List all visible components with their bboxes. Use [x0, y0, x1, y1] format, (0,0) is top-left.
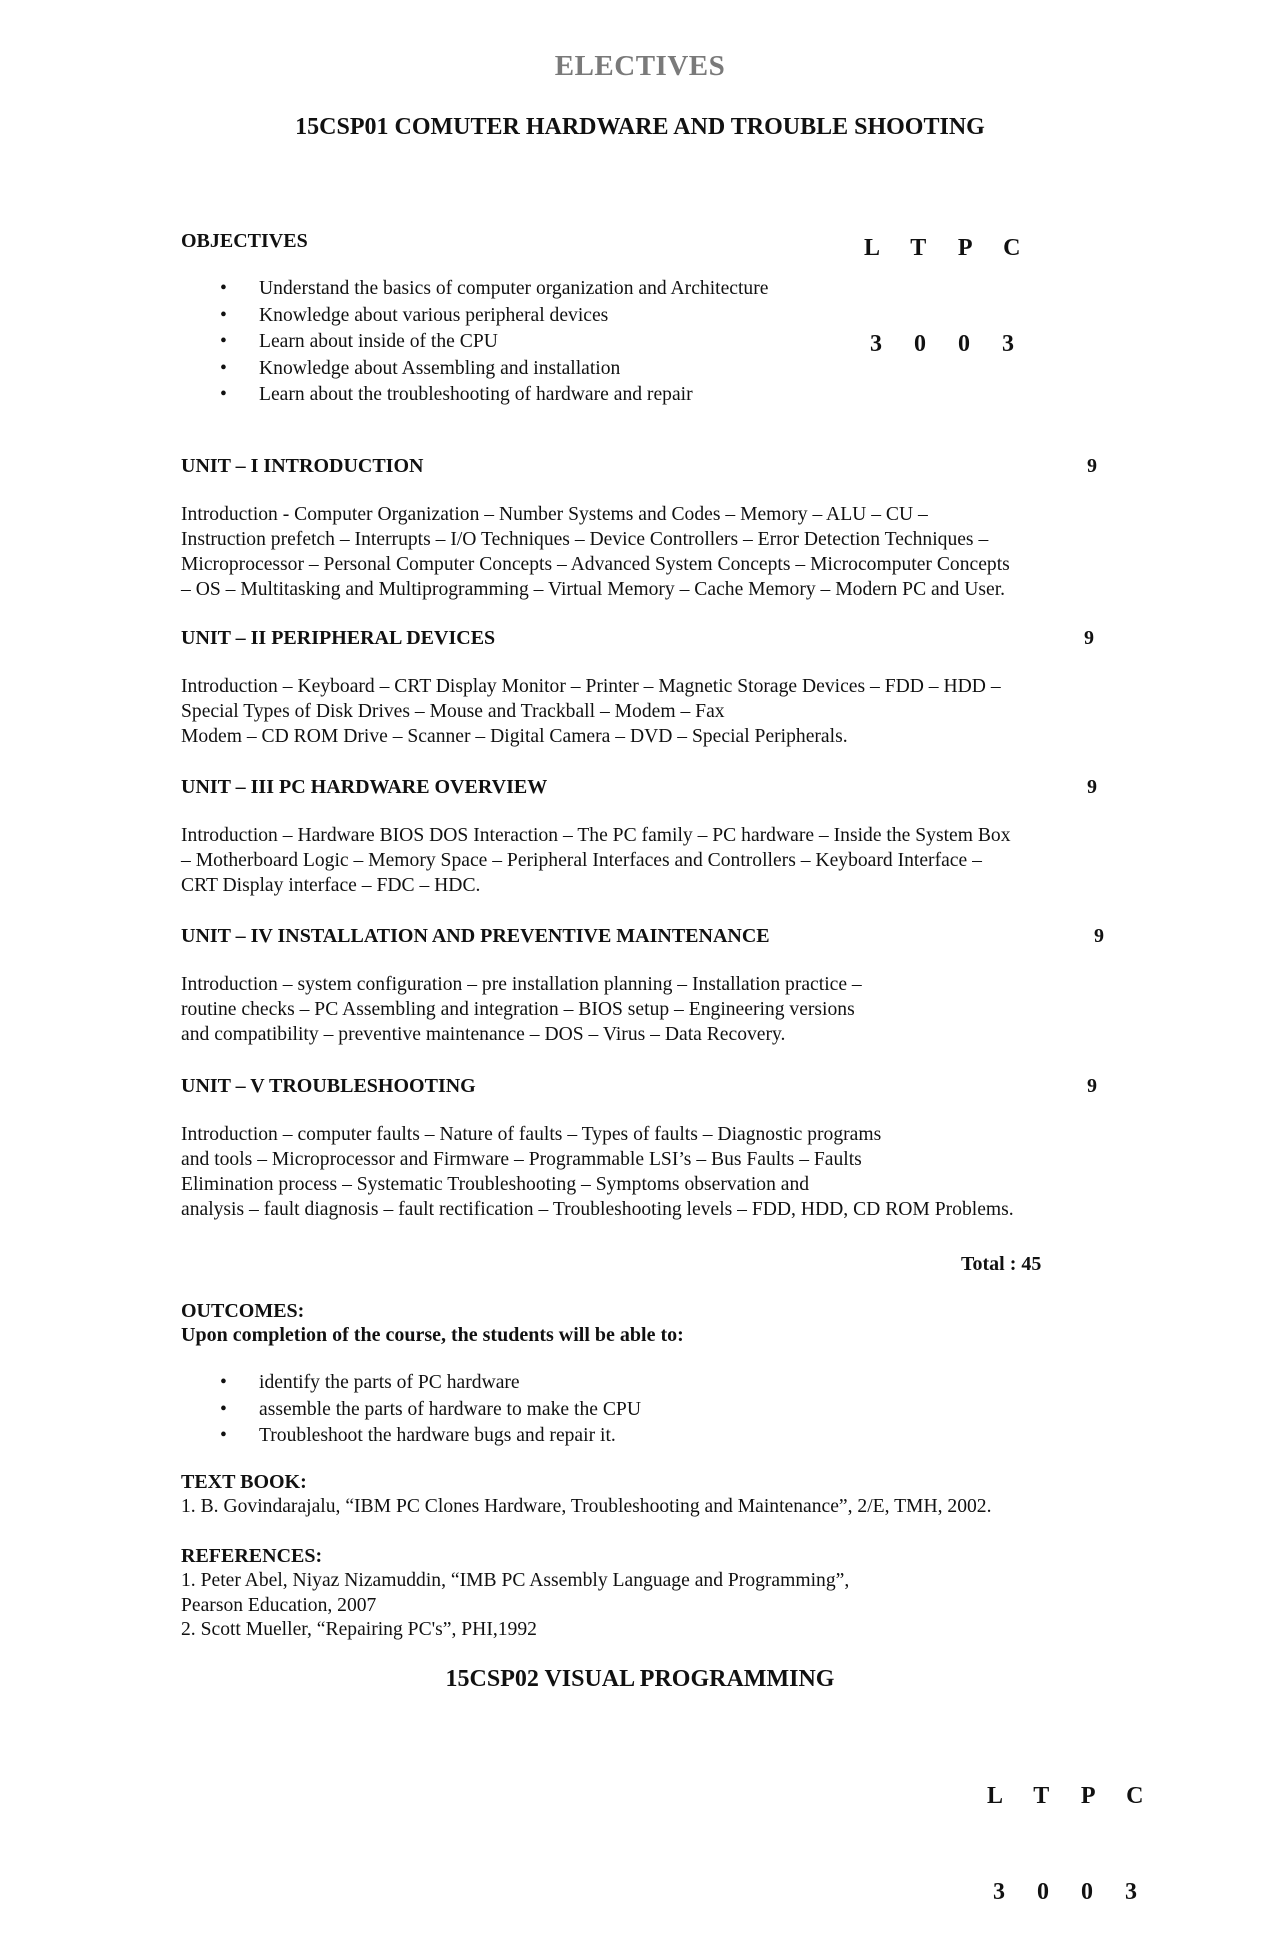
- unit-2-content: Introduction – Keyboard – CRT Display Monitor – Printer – Magnetic Storage Devices – FDD – HDD – Special Types of Disk Drives – Mouse and Trackball – Modem – Fax Modem – CD ROM Drive – Scanner – Digital Camera – DVD – Special Peripherals.: [181, 676, 1001, 747]
- bullet-icon: •: [220, 1372, 227, 1393]
- ltpc-values: 3 0 0 3: [870, 331, 1027, 357]
- unit-3-title: UNIT – III PC HARDWARE OVERVIEW: [181, 776, 548, 798]
- bullet-icon: •: [220, 384, 227, 405]
- unit-5-hours: 9: [1087, 1075, 1097, 1097]
- bullet-icon: •: [220, 1425, 227, 1446]
- unit-4-title: UNIT – IV INSTALLATION AND PREVENTIVE MAINTENANCE: [181, 925, 770, 947]
- page-heading: ELECTIVES: [554, 50, 726, 82]
- list-item: • Troubleshoot the hardware bugs and repair it.: [220, 1423, 641, 1450]
- objectives-list: [220, 276, 768, 409]
- ltpc-header: L T P C: [987, 1783, 1157, 1809]
- unit-1-content: Introduction - Computer Organization – Number Systems and Codes – Memory – ALU – CU – Instruction prefetch – Interrupts – I/O Techniques – Device Controllers – Error Detection Techniques – Microprocessor – Personal Computer Concepts – Advanced System Concepts – Microcomputer Concepts – OS – Multitasking and Multiprogramming – Virtual Memory – Cache Memory – Modern PC and User.: [181, 504, 1010, 600]
- list-item: 1. Peter Abel, Niyaz Nizamuddin, “IMB PC Assembly Language and Programming”,: [181, 1570, 850, 1591]
- course-title: 15CSP01 COMUTER HARDWARE AND TROUBLE SHOOTING: [295, 114, 985, 140]
- outcomes-heading: OUTCOMES:: [181, 1300, 305, 1322]
- unit-1-title: UNIT – I INTRODUCTION: [181, 455, 424, 477]
- unit-3-content: Introduction – Hardware BIOS DOS Interaction – The PC family – PC hardware – Inside the System Box – Motherboard Logic – Memory Space – Peripheral Interfaces and Controllers – Keyboard Interface – CRT Display interface – FDC – HDC.: [181, 825, 1011, 896]
- list-item: • identify the parts of PC hardware: [220, 1370, 641, 1397]
- ltpc-block: [864, 168, 1034, 392]
- course-2-title: 15CSP02 VISUAL PROGRAMMING: [445, 1666, 835, 1692]
- references-list: [181, 1569, 849, 1643]
- bullet-icon: •: [220, 357, 227, 379]
- list-item: 2. Scott Mueller, “Repairing PC's”, PHI,1992: [181, 1619, 537, 1640]
- references-heading: REFERENCES:: [181, 1545, 323, 1567]
- ltpc-header: L T P C: [864, 235, 1034, 261]
- unit-2-title: UNIT – II PERIPHERAL DEVICES: [181, 627, 496, 649]
- unit-5-title: UNIT – V TROUBLESHOOTING: [181, 1075, 476, 1097]
- bullet-icon: •: [220, 1398, 227, 1420]
- unit-4-hours: 9: [1094, 925, 1104, 947]
- bullet-icon: •: [220, 331, 227, 352]
- list-item: • Learn about inside of the CPU: [220, 329, 768, 356]
- list-item: • assemble the parts of hardware to make the CPU: [220, 1397, 641, 1424]
- unit-3-hours: 9: [1087, 776, 1097, 798]
- objectives-heading: OBJECTIVES: [181, 230, 308, 252]
- list-item: • Knowledge about Assembling and installation: [220, 356, 768, 383]
- textbook-heading: TEXT BOOK:: [181, 1471, 307, 1493]
- list-item: • Learn about the troubleshooting of hardware and repair: [220, 382, 768, 409]
- ltpc-block-2: [987, 1716, 1157, 1940]
- ltpc-values: 3 0 0 3: [993, 1879, 1150, 1905]
- list-item: Pearson Education, 2007: [181, 1594, 377, 1616]
- bullet-icon: •: [220, 304, 227, 326]
- bullet-icon: •: [220, 278, 227, 299]
- outcomes-intro: Upon completion of the course, the students will be able to:: [181, 1324, 684, 1346]
- total-hours: Total : 45: [961, 1253, 1042, 1275]
- unit-2-hours: 9: [1084, 627, 1094, 649]
- textbook-entry: 1. B. Govindarajalu, “IBM PC Clones Hardware, Troubleshooting and Maintenance”, 2/E, TMH, 2002.: [181, 1496, 992, 1517]
- unit-5-content: Introduction – computer faults – Nature of faults – Types of faults – Diagnostic programs and tools – Microprocessor and Firmware – Programmable LSI’s – Bus Faults – Faults Elimination process – Systematic Troubleshooting – Symptoms observation and analysis – fault diagnosis – fault rectification – Troubleshooting levels – FDD, HDD, CD ROM Problems.: [181, 1124, 1014, 1220]
- list-item: • Knowledge about various peripheral devices: [220, 303, 768, 330]
- outcomes-list: [220, 1370, 641, 1450]
- list-item: • Understand the basics of computer organization and Architecture: [220, 276, 768, 303]
- unit-4-content: Introduction – system configuration – pre installation planning – Installation practice – routine checks – PC Assembling and integration – BIOS setup – Engineering versions and compatibility – preventive maintenance – DOS – Virus – Data Recovery.: [181, 974, 862, 1045]
- unit-1-hours: 9: [1087, 455, 1097, 477]
